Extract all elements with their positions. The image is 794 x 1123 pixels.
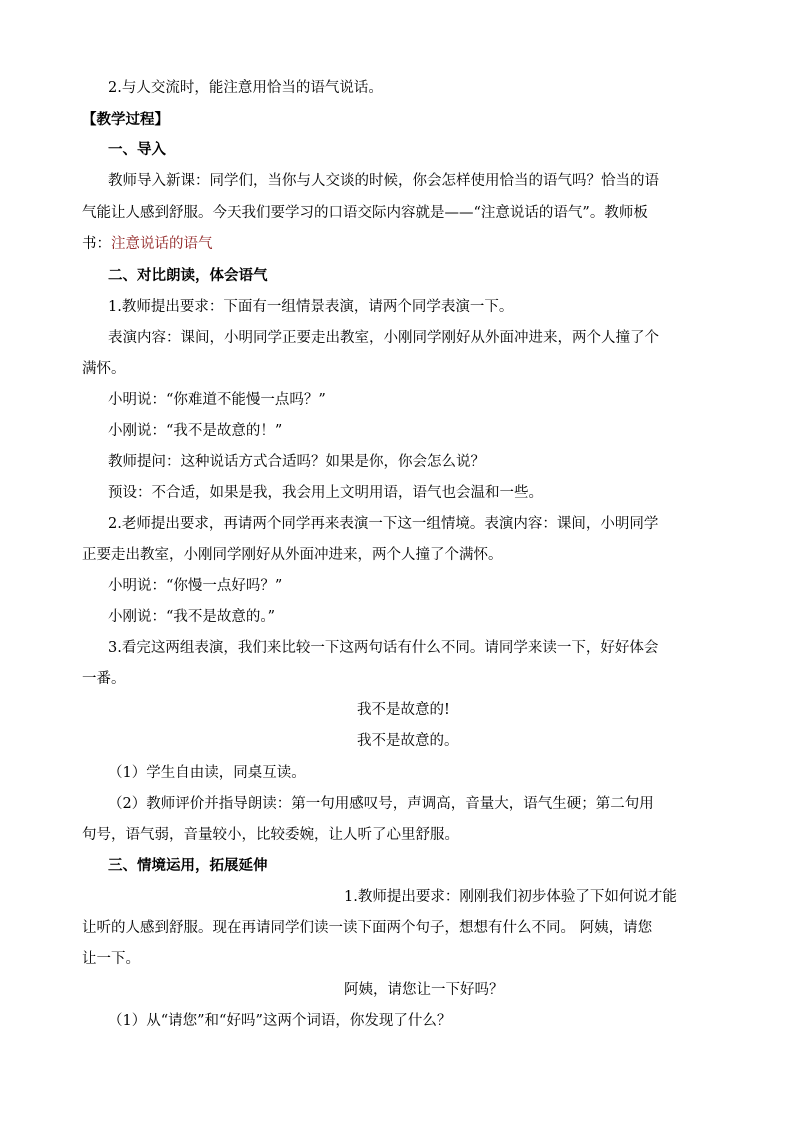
intro-paragraph-line-2: 气能让人感到舒服。今天我们要学习的口语交际内容就是——“注意说话的语气”。教师板 <box>82 205 648 221</box>
performance-line-1: 表演内容：课间，小明同学正要走出教室，小刚同学刚好从外面冲进来，两个人撞了个 <box>108 330 659 346</box>
goal-item-2: 2.与人交流时，能注意用恰当的语气说话。 <box>108 80 383 96</box>
intro-paragraph-line-3 <box>0 234 794 254</box>
intro-paragraph-line-1: 教师导入新课：同学们，当你与人交谈的时候，你会怎样使用恰当的语气吗？恰当的语 <box>108 173 659 189</box>
step-2-3-line-2: 一番。 <box>82 671 126 687</box>
step-2-1: 1.教师提出要求：下面有一组情景表演，请两个同学表演一下。 <box>108 299 514 315</box>
performance-line-2: 满怀。 <box>82 361 126 377</box>
xiaoming-says-1: 小明说：“你难道不能慢一点吗？” <box>108 392 326 408</box>
compare-sentence-2: 我不是故意的。 <box>357 733 459 749</box>
preset-answer: 预设：不合适，如果是我，我会用上文明用语，语气也会温和一些。 <box>108 485 543 501</box>
heading-situation: 三、情境运用，拓展延伸 <box>108 857 268 874</box>
reading-step-2-line-1: （2）教师评价并指导朗读：第一句用感叹号，声调高，音量大，语气生硬；第二句用 <box>108 796 654 812</box>
xiaogang-says-1: 小刚说：“我不是故意的！” <box>108 423 283 439</box>
reading-step-2-line-2: 句号，语气弱，音量较小，比较委婉，让人听了心里舒服。 <box>82 827 459 843</box>
section-heading-process: 【教学过程】 <box>82 111 169 128</box>
centered-sentence: 阿姨，请您让一下好吗？ <box>344 982 504 998</box>
xiaogang-says-2: 小刚说：“我不是故意的。” <box>108 609 276 625</box>
question-1: （1）从“请您”和“好吗”这两个词语，你发现了什么？ <box>108 1013 452 1029</box>
step-2-2-line-2: 正要走出教室，小刚同学刚好从外面冲进来，两个人撞了个满怀。 <box>82 547 503 563</box>
step-2-3-line-1: 3.看完这两组表演，我们来比较一下这两句话有什么不同。请同学来读一下，好好体会 <box>108 640 659 656</box>
step-2-2-line-1: 2.老师提出要求，再请两个同学再来表演一下这一组情境。表演内容：课间，小明同学 <box>108 516 659 532</box>
step-3-1-line-3: 让一下。 <box>82 951 140 967</box>
board-prefix: 书： <box>82 236 111 252</box>
step-3-1-line-1: 1.教师提出要求：刚刚我们初步体验了下如何说才能 <box>344 889 677 905</box>
step-3-1-line-2: 让听的人感到舒服。现在再请同学们读一读下面两个句子，想想有什么不同。 阿姨，请您 <box>82 920 653 936</box>
compare-sentence-1: 我不是故意的! <box>357 702 450 718</box>
heading-intro: 一、导入 <box>108 141 166 158</box>
heading-compare-reading: 二、对比朗读，体会语气 <box>108 267 268 284</box>
teacher-question: 教师提问：这种说话方式合适吗？如果是你，你会怎么说？ <box>108 454 485 470</box>
board-writing: 注意说话的语气 <box>111 236 213 252</box>
xiaoming-says-2: 小明说：“你慢一点好吗？” <box>108 578 283 594</box>
reading-step-1: （1）学生自由读，同桌互读。 <box>108 765 306 781</box>
